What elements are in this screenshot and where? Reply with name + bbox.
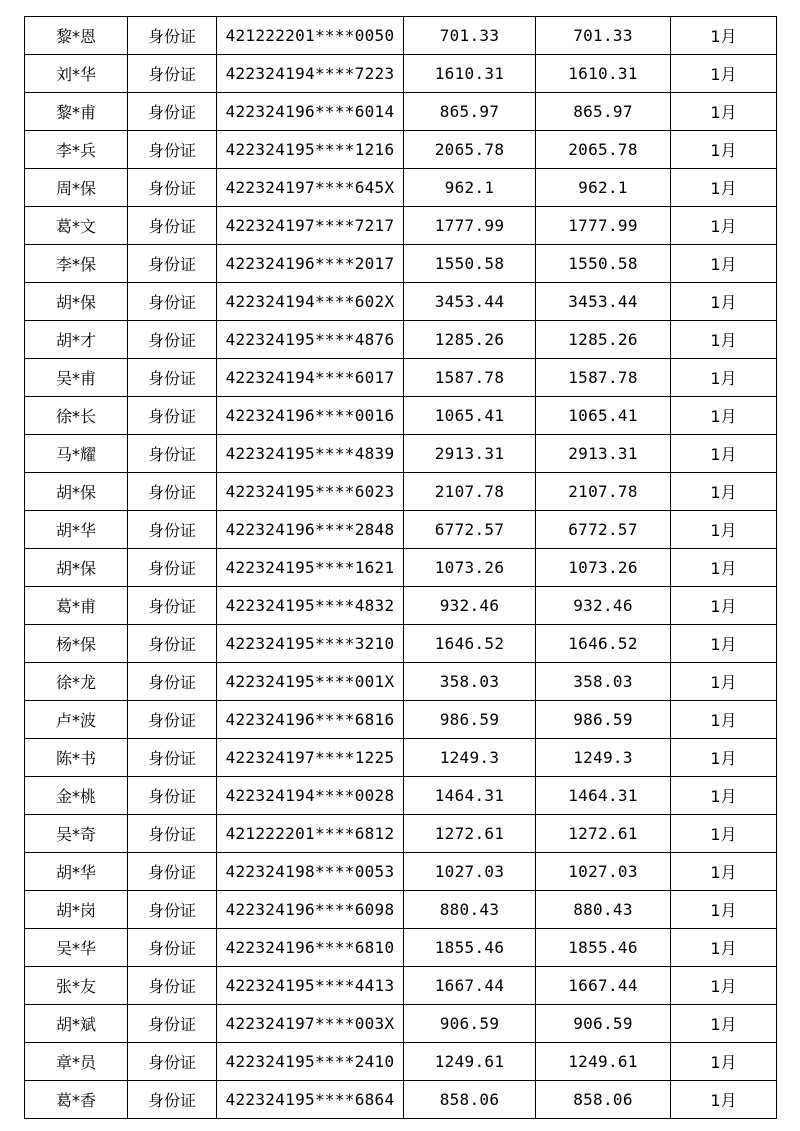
id-type-cell: 身份证 (128, 967, 217, 1005)
table-row (25, 967, 777, 1005)
amount-cell: 1855.46 (404, 929, 536, 967)
id-type-cell: 身份证 (128, 169, 217, 207)
amount-cell: 701.33 (404, 17, 536, 55)
table-row (25, 473, 777, 511)
id-number-cell: 422324194****602X (217, 283, 404, 321)
table-row (25, 549, 777, 587)
paid-amount-cell: 1777.99 (536, 207, 671, 245)
table-row (25, 625, 777, 663)
id-type-cell: 身份证 (128, 93, 217, 131)
paid-amount-cell: 2913.31 (536, 435, 671, 473)
name-cell: 徐*龙 (25, 663, 128, 701)
paid-amount-cell: 865.97 (536, 93, 671, 131)
id-number-cell: 422324198****0053 (217, 853, 404, 891)
id-number-cell: 422324196****6098 (217, 891, 404, 929)
paid-amount-cell: 1667.44 (536, 967, 671, 1005)
id-number-cell: 422324196****0016 (217, 397, 404, 435)
amount-cell: 2107.78 (404, 473, 536, 511)
id-type-cell: 身份证 (128, 1081, 217, 1119)
id-number-cell: 422324196****6816 (217, 701, 404, 739)
id-number-cell: 422324195****4876 (217, 321, 404, 359)
table-row (25, 131, 777, 169)
amount-cell: 1777.99 (404, 207, 536, 245)
id-type-cell: 身份证 (128, 283, 217, 321)
month-cell: 1月 (671, 739, 777, 777)
paid-amount-cell: 1464.31 (536, 777, 671, 815)
amount-cell: 1065.41 (404, 397, 536, 435)
table-row (25, 435, 777, 473)
month-cell: 1月 (671, 1005, 777, 1043)
id-number-cell: 422324196****6014 (217, 93, 404, 131)
name-cell: 胡*华 (25, 853, 128, 891)
paid-amount-cell: 2065.78 (536, 131, 671, 169)
amount-cell: 1550.58 (404, 245, 536, 283)
name-cell: 金*桃 (25, 777, 128, 815)
table-row (25, 169, 777, 207)
month-cell: 1月 (671, 169, 777, 207)
name-cell: 胡*才 (25, 321, 128, 359)
id-type-cell: 身份证 (128, 1005, 217, 1043)
table-row (25, 93, 777, 131)
name-cell: 胡*保 (25, 283, 128, 321)
paid-amount-cell: 6772.57 (536, 511, 671, 549)
month-cell: 1月 (671, 625, 777, 663)
month-cell: 1月 (671, 1081, 777, 1119)
name-cell: 葛*甫 (25, 587, 128, 625)
table-row (25, 701, 777, 739)
paid-amount-cell: 1065.41 (536, 397, 671, 435)
table-body (25, 17, 777, 1119)
table-row (25, 1005, 777, 1043)
id-type-cell: 身份证 (128, 473, 217, 511)
id-number-cell: 422324197****645X (217, 169, 404, 207)
paid-amount-cell: 1610.31 (536, 55, 671, 93)
name-cell: 胡*保 (25, 549, 128, 587)
month-cell: 1月 (671, 473, 777, 511)
month-cell: 1月 (671, 55, 777, 93)
id-number-cell: 422324195****1216 (217, 131, 404, 169)
amount-cell: 1646.52 (404, 625, 536, 663)
amount-cell: 858.06 (404, 1081, 536, 1119)
month-cell: 1月 (671, 1043, 777, 1081)
table-row (25, 17, 777, 55)
amount-cell: 1610.31 (404, 55, 536, 93)
id-type-cell: 身份证 (128, 131, 217, 169)
id-number-cell: 421222201****0050 (217, 17, 404, 55)
name-cell: 徐*长 (25, 397, 128, 435)
month-cell: 1月 (671, 815, 777, 853)
amount-cell: 2913.31 (404, 435, 536, 473)
name-cell: 马*耀 (25, 435, 128, 473)
month-cell: 1月 (671, 207, 777, 245)
name-cell: 胡*保 (25, 473, 128, 511)
id-type-cell: 身份证 (128, 245, 217, 283)
paid-amount-cell: 1272.61 (536, 815, 671, 853)
amount-cell: 358.03 (404, 663, 536, 701)
table-row (25, 1043, 777, 1081)
amount-cell: 6772.57 (404, 511, 536, 549)
id-number-cell: 422324195****1621 (217, 549, 404, 587)
amount-cell: 1587.78 (404, 359, 536, 397)
id-number-cell: 422324195****4832 (217, 587, 404, 625)
paid-amount-cell: 1285.26 (536, 321, 671, 359)
amount-cell: 3453.44 (404, 283, 536, 321)
month-cell: 1月 (671, 701, 777, 739)
paid-amount-cell: 358.03 (536, 663, 671, 701)
month-cell: 1月 (671, 245, 777, 283)
table-row (25, 1081, 777, 1119)
amount-cell: 1285.26 (404, 321, 536, 359)
name-cell: 张*友 (25, 967, 128, 1005)
id-type-cell: 身份证 (128, 17, 217, 55)
id-number-cell: 422324197****7217 (217, 207, 404, 245)
month-cell: 1月 (671, 435, 777, 473)
name-cell: 章*员 (25, 1043, 128, 1081)
id-number-cell: 422324194****7223 (217, 55, 404, 93)
table-row (25, 929, 777, 967)
name-cell: 李*保 (25, 245, 128, 283)
month-cell: 1月 (671, 587, 777, 625)
table-row (25, 587, 777, 625)
id-type-cell: 身份证 (128, 815, 217, 853)
month-cell: 1月 (671, 397, 777, 435)
id-number-cell: 421222201****6812 (217, 815, 404, 853)
name-cell: 吴*华 (25, 929, 128, 967)
id-type-cell: 身份证 (128, 701, 217, 739)
name-cell: 葛*文 (25, 207, 128, 245)
paid-amount-cell: 1587.78 (536, 359, 671, 397)
id-type-cell: 身份证 (128, 55, 217, 93)
month-cell: 1月 (671, 777, 777, 815)
paid-amount-cell: 1027.03 (536, 853, 671, 891)
paid-amount-cell: 3453.44 (536, 283, 671, 321)
paid-amount-cell: 906.59 (536, 1005, 671, 1043)
name-cell: 杨*保 (25, 625, 128, 663)
amount-cell: 906.59 (404, 1005, 536, 1043)
paid-amount-cell: 2107.78 (536, 473, 671, 511)
amount-cell: 1464.31 (404, 777, 536, 815)
id-type-cell: 身份证 (128, 549, 217, 587)
id-number-cell: 422324195****001X (217, 663, 404, 701)
id-type-cell: 身份证 (128, 663, 217, 701)
id-number-cell: 422324194****0028 (217, 777, 404, 815)
paid-amount-cell: 1646.52 (536, 625, 671, 663)
id-type-cell: 身份证 (128, 777, 217, 815)
id-type-cell: 身份证 (128, 511, 217, 549)
month-cell: 1月 (671, 891, 777, 929)
amount-cell: 1073.26 (404, 549, 536, 587)
id-type-cell: 身份证 (128, 207, 217, 245)
name-cell: 陈*书 (25, 739, 128, 777)
amount-cell: 880.43 (404, 891, 536, 929)
id-number-cell: 422324195****2410 (217, 1043, 404, 1081)
table-row (25, 397, 777, 435)
table-row (25, 283, 777, 321)
id-type-cell: 身份证 (128, 435, 217, 473)
name-cell: 胡*斌 (25, 1005, 128, 1043)
month-cell: 1月 (671, 549, 777, 587)
table-row (25, 207, 777, 245)
amount-cell: 962.1 (404, 169, 536, 207)
name-cell: 胡*岗 (25, 891, 128, 929)
paid-amount-cell: 858.06 (536, 1081, 671, 1119)
id-number-cell: 422324195****3210 (217, 625, 404, 663)
name-cell: 胡*华 (25, 511, 128, 549)
name-cell: 周*保 (25, 169, 128, 207)
month-cell: 1月 (671, 511, 777, 549)
month-cell: 1月 (671, 853, 777, 891)
paid-amount-cell: 1550.58 (536, 245, 671, 283)
table-row (25, 739, 777, 777)
amount-cell: 2065.78 (404, 131, 536, 169)
id-type-cell: 身份证 (128, 321, 217, 359)
name-cell: 吴*奇 (25, 815, 128, 853)
amount-cell: 986.59 (404, 701, 536, 739)
table-row (25, 245, 777, 283)
table-row (25, 359, 777, 397)
id-type-cell: 身份证 (128, 853, 217, 891)
table-row (25, 511, 777, 549)
month-cell: 1月 (671, 283, 777, 321)
name-cell: 李*兵 (25, 131, 128, 169)
id-type-cell: 身份证 (128, 739, 217, 777)
id-number-cell: 422324194****6017 (217, 359, 404, 397)
month-cell: 1月 (671, 131, 777, 169)
paid-amount-cell: 1249.3 (536, 739, 671, 777)
amount-cell: 865.97 (404, 93, 536, 131)
id-number-cell: 422324196****6810 (217, 929, 404, 967)
month-cell: 1月 (671, 321, 777, 359)
amount-cell: 1272.61 (404, 815, 536, 853)
id-type-cell: 身份证 (128, 397, 217, 435)
id-type-cell: 身份证 (128, 1043, 217, 1081)
id-number-cell: 422324196****2017 (217, 245, 404, 283)
id-number-cell: 422324195****6023 (217, 473, 404, 511)
table-row (25, 55, 777, 93)
id-type-cell: 身份证 (128, 929, 217, 967)
amount-cell: 1027.03 (404, 853, 536, 891)
name-cell: 黎*恩 (25, 17, 128, 55)
amount-cell: 1667.44 (404, 967, 536, 1005)
name-cell: 葛*香 (25, 1081, 128, 1119)
paid-amount-cell: 932.46 (536, 587, 671, 625)
id-number-cell: 422324195****4413 (217, 967, 404, 1005)
amount-cell: 932.46 (404, 587, 536, 625)
table-row (25, 321, 777, 359)
table-row (25, 891, 777, 929)
paid-amount-cell: 986.59 (536, 701, 671, 739)
amount-cell: 1249.61 (404, 1043, 536, 1081)
id-number-cell: 422324195****4839 (217, 435, 404, 473)
table-row (25, 663, 777, 701)
name-cell: 卢*波 (25, 701, 128, 739)
payment-roster-table (24, 16, 777, 1119)
paid-amount-cell: 1249.61 (536, 1043, 671, 1081)
name-cell: 黎*甫 (25, 93, 128, 131)
id-type-cell: 身份证 (128, 587, 217, 625)
id-number-cell: 422324195****6864 (217, 1081, 404, 1119)
table-row (25, 777, 777, 815)
name-cell: 吴*甫 (25, 359, 128, 397)
id-type-cell: 身份证 (128, 359, 217, 397)
paid-amount-cell: 701.33 (536, 17, 671, 55)
paid-amount-cell: 1073.26 (536, 549, 671, 587)
month-cell: 1月 (671, 359, 777, 397)
id-number-cell: 422324197****003X (217, 1005, 404, 1043)
table-row (25, 815, 777, 853)
id-type-cell: 身份证 (128, 891, 217, 929)
name-cell: 刘*华 (25, 55, 128, 93)
paid-amount-cell: 1855.46 (536, 929, 671, 967)
month-cell: 1月 (671, 967, 777, 1005)
id-number-cell: 422324196****2848 (217, 511, 404, 549)
id-type-cell: 身份证 (128, 625, 217, 663)
paid-amount-cell: 880.43 (536, 891, 671, 929)
paid-amount-cell: 962.1 (536, 169, 671, 207)
month-cell: 1月 (671, 93, 777, 131)
table-row (25, 853, 777, 891)
month-cell: 1月 (671, 17, 777, 55)
amount-cell: 1249.3 (404, 739, 536, 777)
id-number-cell: 422324197****1225 (217, 739, 404, 777)
month-cell: 1月 (671, 929, 777, 967)
month-cell: 1月 (671, 663, 777, 701)
